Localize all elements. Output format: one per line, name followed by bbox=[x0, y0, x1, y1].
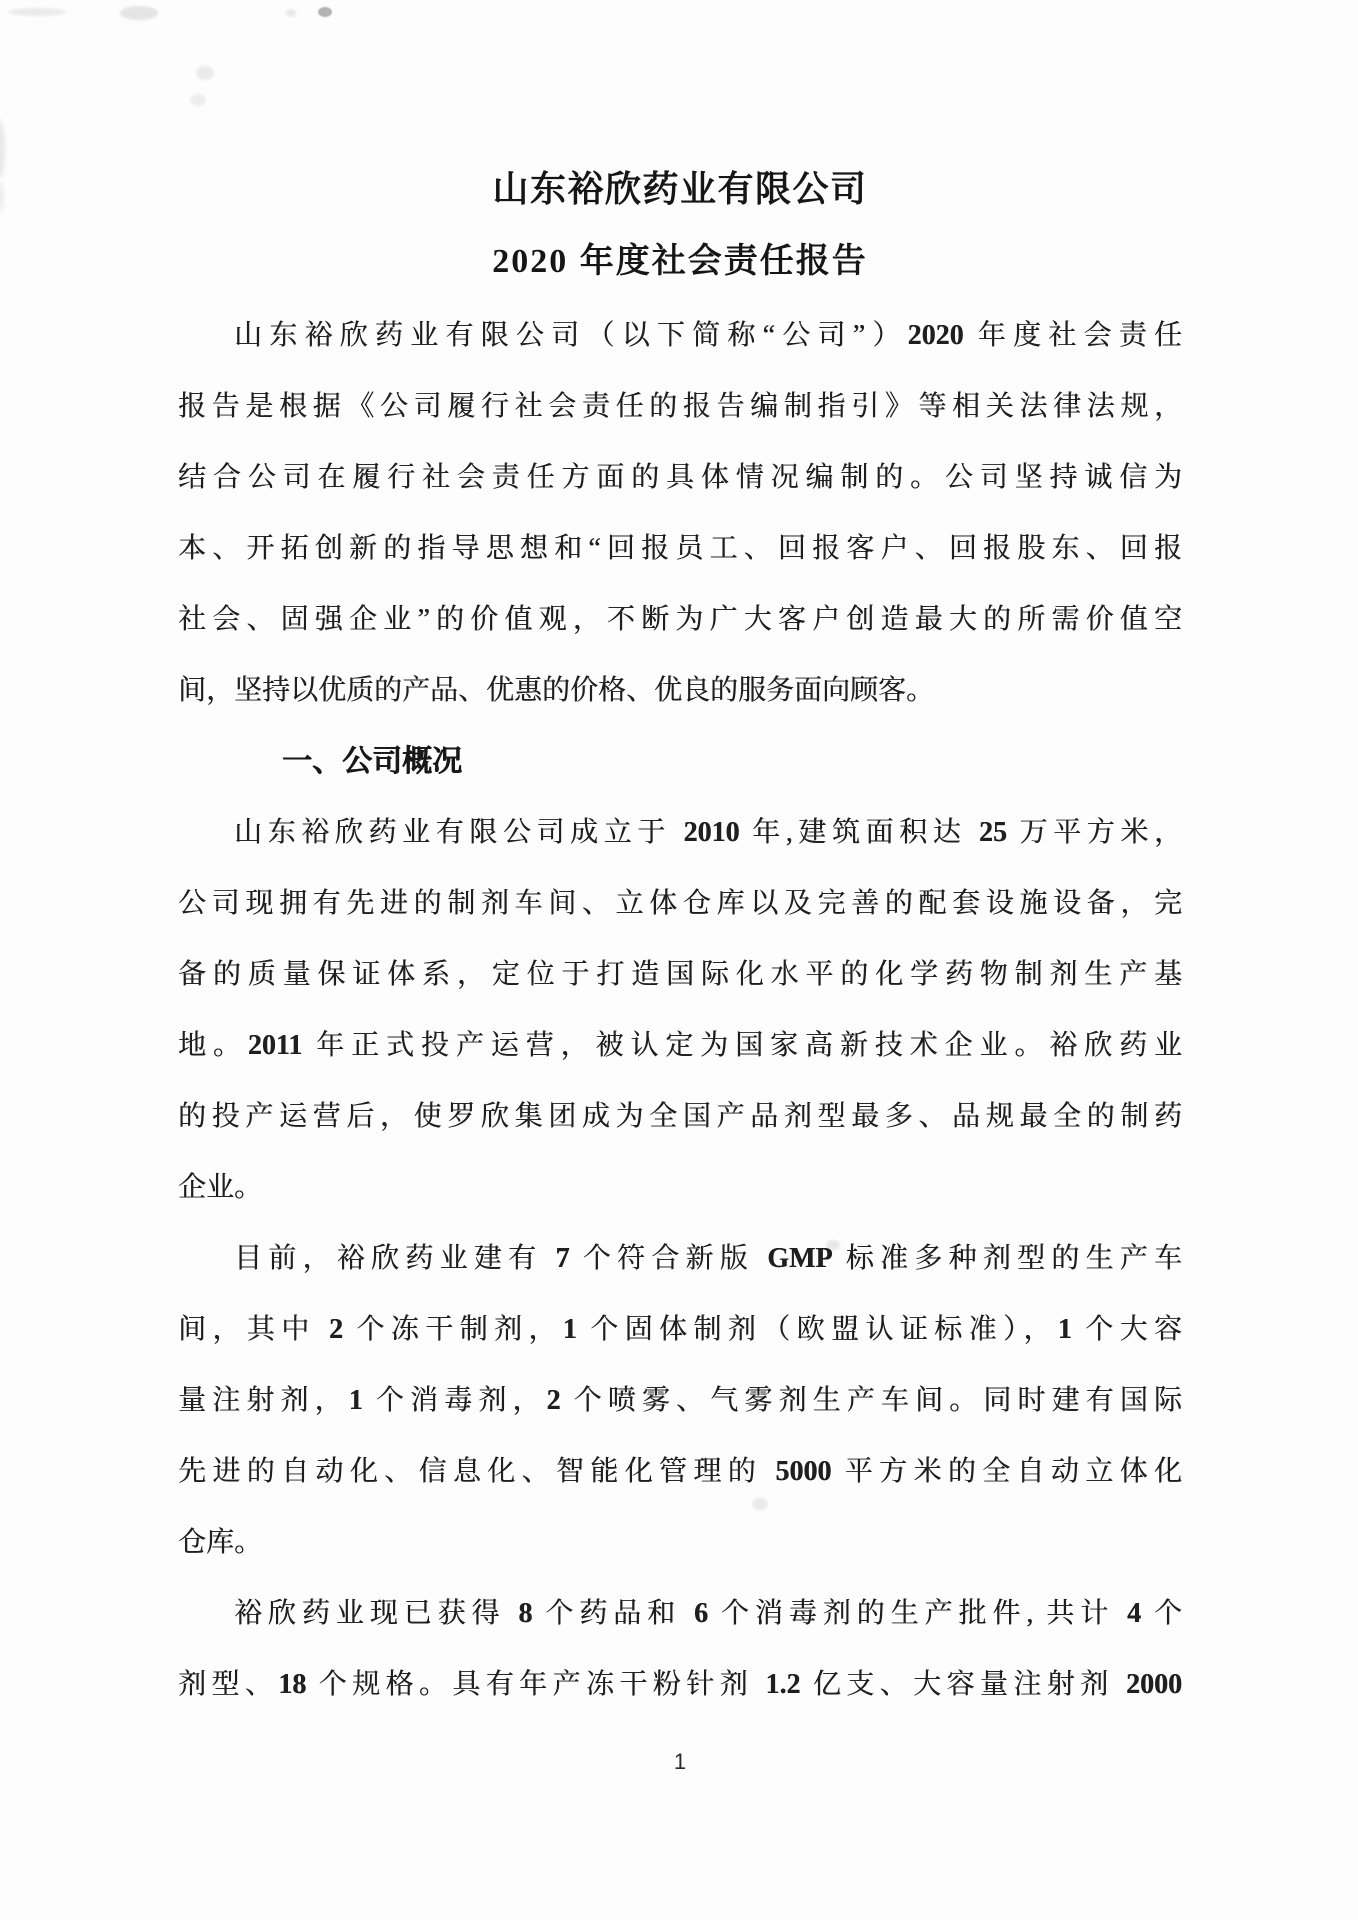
paragraph-2-line-1: 山东裕欣药业有限公司成立于 2010 年,建筑面积达 25 万平方米， bbox=[234, 817, 1182, 848]
document-subtitle: 2020 年度社会责任报告 bbox=[492, 242, 868, 280]
paragraph-4-line-1: 裕欣药业现已获得 8 个药品和 6 个消毒剂的生产批件, 共计 4 个 bbox=[234, 1598, 1182, 1629]
paragraph-3-line-1: 目前，裕欣药业建有 7 个符合新版 GMP 标准多种剂型的生产车 bbox=[234, 1243, 1182, 1274]
scan-artifact bbox=[120, 6, 158, 20]
paragraph-1-line-6: 间，坚持以优质的产品、优惠的价格、优良的服务面向顾客。 bbox=[178, 675, 935, 706]
paragraph-3-line-4: 先进的自动化、信息化、智能化管理的 5000 平方米的全自动立体化 bbox=[178, 1456, 1182, 1487]
paragraph-2-line-6: 企业。 bbox=[178, 1172, 263, 1203]
paragraph-2-line-2: 公司现拥有先进的制剂车间、立体仓库以及完善的配套设施设备，完 bbox=[178, 888, 1182, 919]
paragraph-3-line-5: 仓库。 bbox=[178, 1527, 263, 1558]
paragraph-1-line-1: 山东裕欣药业有限公司（以下简称“公司”）2020 年度社会责任 bbox=[234, 320, 1182, 351]
scan-artifact bbox=[190, 94, 206, 106]
paragraph-1-line-3: 结合公司在履行社会责任方面的具体情况编制的。公司坚持诚信为 bbox=[178, 462, 1182, 493]
document-title: 山东裕欣药业有限公司 bbox=[492, 168, 868, 209]
scan-artifact bbox=[286, 9, 296, 17]
scan-artifact bbox=[196, 66, 214, 80]
paragraph-3-line-3: 量注射剂，1 个消毒剂，2 个喷雾、气雾剂生产车间。同时建有国际 bbox=[178, 1385, 1182, 1416]
paragraph-3-line-2: 间，其中 2 个冻干制剂，1 个固体制剂（欧盟认证标准），1 个大容 bbox=[178, 1314, 1182, 1345]
paragraph-2-line-5: 的投产运营后，使罗欣集团成为全国产品剂型最多、品规最全的制药 bbox=[178, 1101, 1182, 1132]
scan-artifact bbox=[0, 120, 5, 178]
document-body bbox=[178, 300, 1182, 1720]
section-1-heading: 一、公司概况 bbox=[282, 745, 462, 778]
paragraph-1-line-4: 本、开拓创新的指导思想和“回报员工、回报客户、回报股东、回报 bbox=[178, 533, 1182, 564]
paragraph-4-line-2: 剂型、18 个规格。具有年产冻干粉针剂 1.2 亿支、大容量注射剂 2000 bbox=[178, 1669, 1182, 1700]
paragraph-2-line-4: 地。2011 年正式投产运营，被认定为国家高新技术企业。裕欣药业 bbox=[178, 1030, 1182, 1061]
paragraph-1-line-5: 社会、固强企业”的价值观，不断为广大客户创造最大的所需价值空 bbox=[178, 604, 1182, 635]
scan-artifact bbox=[0, 182, 4, 212]
paragraph-1-line-2: 报告是根据《公司履行社会责任的报告编制指引》等相关法律法规， bbox=[178, 391, 1182, 422]
scan-artifact bbox=[8, 8, 66, 16]
scan-artifact bbox=[318, 7, 332, 17]
page-number: 1 bbox=[673, 1749, 687, 1774]
paragraph-2-line-3: 备的质量保证体系，定位于打造国际化水平的化学药物制剂生产基 bbox=[178, 959, 1182, 990]
